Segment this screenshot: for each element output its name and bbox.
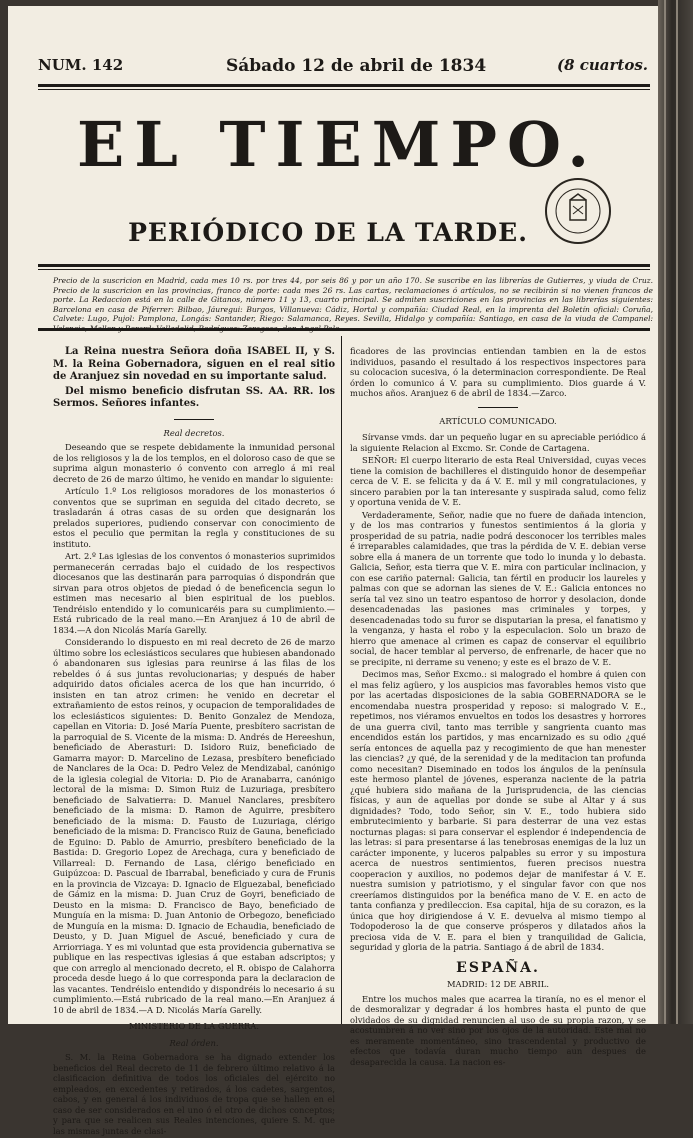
paragraph: Decimos mas, Señor Excmo.: si malogrado el hombre á quien con el mas feliz agüero, y los auspicios mas favorables hemos visto que por las acertadas disposiciones de la sabia GOBERNADORA se le encomendaba nuestra prosperidad y reposo: si malogrado V. E., repetimos, nos viéramos envueltos en todos los desastres y horrores de una guerra civil, tanto mas terrible y sangrienta cuanto mas encendidos están los partidos, y mas encarnizado es su odio ¿qué sería entonces de aquella paz y recogimiento de que han menester las ciencias? ¿y qué, de la serenidad y de la meditacion tan profunda como necesitan? Diseminado en todos los ángulos de la península este hermoso plantel de jóvenes, esperanza naciente de la patria ¿qué hubiera sido mañana de la Jurisprudencia, de las ciencias físicas, y aun de aquellas por donde se sube al Altar y á sus dignidades? Todo, todo Señor, sin V. E., todo hubiera sido embrutecimiento y barbarie. Si para desterrar de una vez estas nocturnas plagas: si para conservar el esplendor é independencia de las letras: si para presentarse á las tenebrosas enemigas de la luz un carácter imponente, y luceros palpables su error y su impostura acerca de nuestros sentimientos, fueren precisos nuestra cooperacion y auxilios, no podemos dejar de manifestar á V. E. nuestra sumision y patriotismo, y el singular favor con que nos creeríamos distinguidos por la benéfica mano de V. E. en acto de tanta confianza y predileccion. Esa capital, hija de su corazon, es la única que hoy dirigiendose á V. E. devuelva al mismo tiempo al Todopoderoso la de que conserve prósperos y dilatados años la preciosa vida de V. E. para el bien y tranquilidad de Galicia, seguridad y gloria de la patria. Santiago á de abril de 1834. — [350, 669, 646, 952]
newspaper-page — [8, 6, 658, 1136]
rule-above-columns — [38, 328, 650, 331]
library-stamp-icon — [543, 176, 613, 246]
issue-date: Sábado 12 de abril de 1834 — [226, 56, 487, 76]
rule-under-title-thin — [38, 269, 650, 270]
left-column — [53, 346, 335, 1138]
masthead-info-row — [38, 56, 648, 78]
paragraph: Verdaderamente, Señor, nadie que no fuere de dañada intencion, y de los mas contrarios y funestos sentimientos á la gloria y prosperidad de su patria, nadie podrá desconocer los terribles males é irreparables calamidades, que tras la pérdida de V. E. debian verse sobre ella á manera de un torrente que todo lo inunda y lo debasta. Galicia, Señor, esta tierra que V. E. mira con particular inclinacion, y con ese cariño paternal: Galicia, tan fértil en producir los laureles y palmas con que se adornan las sienes de V. E.: Galicia entonces no sería tal vez sino un teatro espantoso de horror y desolacion, donde desencadenadas las pasiones mas criminales y torpes, y desencadenadas todo su furor se disputarian la presa, el fanatismo y la venganza, y hasta el robo y la especulacion. Solo un brazo de hierro que amenace al crimen es capaz de conservar el equilibrio social, de hacer temblar al perverso, de enfrenarle, de hacer que no se precipite, ni derrame su veneno; y este es el brazo de V. E. — [350, 509, 646, 667]
separator-rule — [174, 419, 214, 420]
section-heading: ARTÍCULO COMUNICADO. — [439, 415, 557, 426]
column-divider — [341, 336, 342, 1024]
section-heading: Real decretos. — [163, 427, 225, 438]
paragraph: Deseando que se respete debidamente la inmunidad personal de los religiosos y la de los templos, en el doloroso caso de que se suprima algun monasterio ó convento con arreglo á mi real decreto de 26 de marzo último, he venido en mandar lo siguiente: — [53, 442, 335, 484]
separator-rule — [478, 407, 518, 408]
paragraph: Entre los muchos males que acarrea la tiranía, no es el menor el de desmoralizar y degradar á los hombres hasta el punto de que olvidados de su dignidad renuncien al uso de su propia razon, y se acostumbren á no ver sino por los ojos de la autoridad. Este mal no es meramente momentáneo, sino trascendental y productivo de efectos que todavía duran mucho tiempo aun despues de desaparecida la causa. La nacion es- — [350, 993, 646, 1067]
lead-paragraph-2: Del mismo beneficio disfrutan SS. AA. RR. los Sermos. Señores infantes. — [53, 385, 335, 409]
issue-price: (8 cuartos. — [556, 56, 648, 74]
binding-line — [664, 0, 666, 1024]
newspaper-subtitle: PERIÓDICO DE LA TARDE. — [128, 218, 528, 247]
section-subheading: Real órden. — [169, 1037, 219, 1048]
lead-paragraph: La Reina nuestra Señora doña ISABEL II, y S. M. la Reina Gobernadora, siguen en el real sitio de Aranjuez sin novedad en su importante salud. — [53, 346, 335, 382]
paragraph: Considerando lo dispuesto en mi real decreto de 26 de marzo último sobre los eclesiásticos seculares que hubiesen abandonado ó abandonaren sus iglesias para reunirse á las filas de los rebeldes ó á sus juntas revolucionarias; y después de haber adquirido datos oficiales acerca de los que han incurrido, ó insisten en tan atroz crimen: he venido en decretar el extrañamiento de estos reinos, y ocupacion de temporalidades de los eclesiásticos siguientes: D. Benito Gonzalez de Mendoza, capellan en Vitoria: D. José María Puente, presbítero sacristan de la parroquial de S. Vicente de la misma: D. Andrés de Hereeshun, beneficiado de Aberasturi: D. Isidoro Ruiz, beneficiado de Gamarra mayor: D. Marcelino de Lezasa, presbítero beneficiado de Nanclares de la Oca: D. Pedro Velez de Mendizabal, canónigo de la iglesia colegial de Vitoria: D. Pio de Aranabarra, canónigo lectoral de la misma: D. Simon Ruiz de Luzuriaga, presbítero beneficiado de Salvatierra: D. Manuel Nanclares, presbítero beneficiado de la misma: D. Ramon de Aguirre, presbítero beneficiado de la misma: D. Fausto de Luzuriaga, clérigo beneficiado de la misma: D. Francisco Ruiz de Gauna, beneficiado de Eguino: D. Pablo de Amurrio, presbítero beneficiado de la Bastida: D. Gregorio Lopez de Arechaga, cura y beneficiado de Villarreal: D. Fernando de Lasa, clérigo beneficiado en Guipúzcoa: D. Pascual de Ibarrabal, beneficiado y cura de Frunis en la provincia de Vizcaya: D. Ignacio de Elguezabal, beneficiado de Gámiz en la misma: D. Juan Cruz de Goyri, beneficiado de Deusto en la misma: D. Francisco de Bayo, beneficiado de Munguía en la misma: D. Juan Antonio de Orbegozo, beneficiado de Munguía en la misma: D. Ignacio de Echaudia, beneficiado de Deusto, y D. Juan Miguel de Ascué, beneficiado y cura de Arriorriaga. Y es mi voluntad que esta providencia gubernativa se publique en las respectivas iglesias á que estaban adscriptos; y que con arreglo al mencionado decreto, el R. obispo de Calahorra proceda desde luego á lo que corresponda para la declaracion de las vacantes. Tendréislo entendido y dispondréis lo necesario á su cumplimiento.—Está rubricado de la real mano.—En Aranjuez á 10 de abril de 1834.—A D. Nicolás María Garelly. — [53, 637, 335, 1015]
rule-top-thick — [38, 84, 650, 87]
paragraph: S. M. la Reina Gobernadora se ha dignado extender los beneficios del Real decreto de 11 de febrero último relativo á la clasificacion definitiva de todos los oficiales del ejército no empleados, en excedentes y retirados, á los cadetes, sargentos, cabos, y en general á los individuos de tropa que se hallen en el caso de ser considerados en el uno ó el otro de dichos conceptos; y para que se realicen sus Reales intenciones, quiere S. M. que las mismas juntas de clasi- — [53, 1052, 335, 1136]
right-column — [350, 346, 646, 1069]
paragraph: ficadores de las provincias entiendan tambien en la de estos individuos, pasando el resultado á los respectivos inspectores para su colocacion sucesiva, ó la determinacion correspondiente. De Real órden lo comunico á V. para su cumplimiento. Dios guarde á V. muchos años. Aranjuez 6 de abril de 1834.—Zarco. — [350, 346, 646, 398]
newspaper-title: EL TIEMPO. — [76, 108, 600, 181]
issue-number: NUM. 142 — [38, 56, 124, 74]
paragraph: SEÑOR: El cuerpo literario de esta Real Universidad, cuyas veces tiene la comision de bachilleres el distinguido honor de desempeñar cerca de V. E. se felicita y da á V. E. mil y mil congratulaciones, y sincero parabien por la tan interesante y suspirada salud, como feliz y oportuna venida de V. E. — [350, 455, 646, 507]
section-heading: MINISTERIO DE LA GUERRA. — [128, 1021, 260, 1031]
subscription-notice: Precio de la suscricion en Madrid, cada mes 10 rs. por tres 44, por seis 86 y por un año 170. Se suscribe en las librerías de Gutierres, y viuda de Cruz. Precio de la suscricion en las provincias, franco de porte: cada mes 26 rs. Las cartas, reclamaciones ó artículos, no se recibirán si no vienen francos de porte. La Redaccion está en la calle de Gitanos, número 11 y 13, cuarto principal. Se admiten suscriciones en las provincias en las librerías siguientes: Barcelona en casa de Piferrer: Bilbao, Jáuregui: Burgos, Villanueva: Cádiz, Hortal y compañía: Ciudad Real, en la imprenta del Boletín oficial: Coruña, Calvete: Lugo, Pujol: Pamplona, Longás: Santander, Riego: Salamanca, Reyes. Sevilla, Hidalgo y compañía: Santiago, en casa de la viuda de Campanel: — [53, 276, 653, 323]
paragraph: Sírvanse vmds. dar un pequeño lugar en su apreciable periódico á la siguiente Relacion al Excmo. Sr. Conde de Cartagena. — [350, 432, 646, 453]
dateline: MADRID: 12 DE ABRIL. — [446, 979, 549, 989]
section-heading: ESPAÑA. — [456, 959, 540, 976]
binding-line — [676, 0, 678, 1024]
paragraph: Artículo 1.º Los religiosos moradores de los monasterios ó conventos que se supriman en seguida del citado decreto, se trasladarán á otras casas de su orden que designarán los prelados superiores, pudiendo conservar con conocimiento de estos el peculio que permitan la regla y constituciones de su instituto. — [53, 486, 335, 549]
rule-under-title — [38, 264, 650, 267]
paragraph: Art. 2.º Las iglesias de los conventos ó monasterios suprimidos permanecerán cerradas bajo el cuidado de los respectivos diocesanos que las destinarán para parroquias ó dispondrán que sirvan para otros objetos de piedad ó de beneficencia segun lo estimen mas necesario al bien espiritual de los pueblos. Tendréislo entendido y lo comunicaréis para su cumplimiento.—Está rubricado de la real mano.—En Aranjuez á 10 de abril de 1834.—A don Nicolás María Garelly. — [53, 551, 335, 635]
rule-top-thin — [38, 89, 650, 90]
